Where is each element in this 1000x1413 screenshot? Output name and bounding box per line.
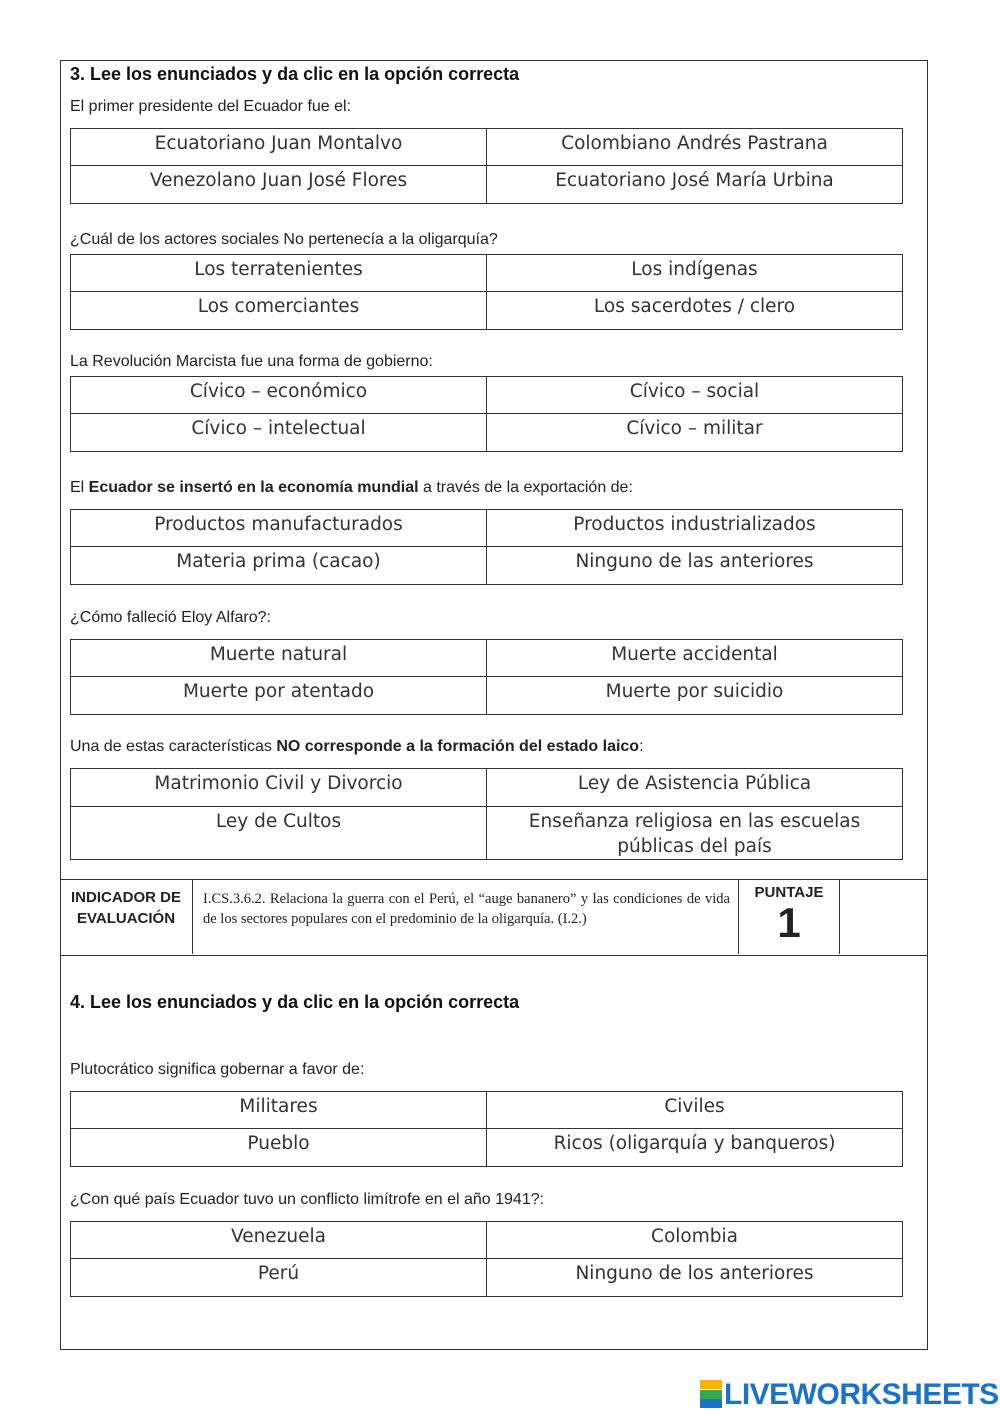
- question-prompt: El primer presidente del Ecuador fue el:: [70, 98, 352, 115]
- question-prompt: ¿Cómo falleció Eloy Alfaro?:: [70, 609, 271, 626]
- options-table: [70, 376, 903, 452]
- option[interactable]: Cívico – intelectual: [71, 414, 487, 452]
- option[interactable]: Cívico – económico: [71, 377, 487, 414]
- options-table: [70, 1221, 903, 1297]
- option[interactable]: Militares: [71, 1092, 487, 1129]
- indicator-label-line2: EVALUACIÓN: [76, 910, 176, 927]
- option[interactable]: Ninguno de los anteriores: [487, 1259, 903, 1297]
- logo-text: LIVEWORKSHEETS: [724, 1378, 999, 1411]
- liveworksheets-logo: [700, 1378, 999, 1412]
- option[interactable]: Ecuatoriano Juan Montalvo: [71, 129, 487, 166]
- option[interactable]: Colombia: [487, 1222, 903, 1259]
- indicator-text: I.CS.3.6.2. Relaciona la guerra con el Perú, el “auge bananero” y las condiciones de vida de los sectores populares con el predominio de la oligarquía. (I.2.): [203, 891, 730, 927]
- evaluation-indicator: [60, 879, 928, 956]
- option[interactable]: Muerte por atentado: [71, 677, 487, 715]
- option[interactable]: Colombiano Andrés Pastrana: [487, 129, 903, 166]
- question-prompt: Una de estas características NO corresponde a la formación del estado laico:: [70, 738, 644, 755]
- options-table: [70, 768, 903, 860]
- option[interactable]: Ricos (oligarquía y banqueros): [487, 1129, 903, 1167]
- option[interactable]: Ley de Cultos: [71, 807, 487, 860]
- option[interactable]: Ninguno de las anteriores: [487, 547, 903, 585]
- option[interactable]: Venezuela: [71, 1222, 487, 1259]
- option[interactable]: Perú: [71, 1259, 487, 1297]
- option[interactable]: Materia prima (cacao): [71, 547, 487, 585]
- options-table: [70, 1091, 903, 1167]
- option[interactable]: Los indígenas: [487, 255, 903, 292]
- option[interactable]: Civiles: [487, 1092, 903, 1129]
- score-value: 1: [777, 899, 801, 946]
- score-label: PUNTAJE: [754, 884, 824, 901]
- option[interactable]: Enseñanza religiosa en las escuelas públicas del país: [487, 807, 903, 860]
- option[interactable]: Productos manufacturados: [71, 510, 487, 547]
- option[interactable]: Venezolano Juan José Flores: [71, 166, 487, 204]
- option[interactable]: Los sacerdotes / clero: [487, 292, 903, 330]
- option[interactable]: Pueblo: [71, 1129, 487, 1167]
- indicator-label-line1: INDICADOR DE: [70, 889, 181, 906]
- option[interactable]: Los terratenientes: [71, 255, 487, 292]
- option[interactable]: Cívico – militar: [487, 414, 903, 452]
- option[interactable]: Matrimonio Civil y Divorcio: [71, 769, 487, 807]
- option[interactable]: Ecuatoriano José María Urbina: [487, 166, 903, 204]
- option[interactable]: Muerte por suicidio: [487, 677, 903, 715]
- section-4-title: 4. Lee los enunciados y da clic en la opción correcta: [70, 992, 520, 1012]
- section-3-title: 3. Lee los enunciados y da clic en la opción correcta: [70, 64, 520, 84]
- option[interactable]: Los comerciantes: [71, 292, 487, 330]
- option[interactable]: Muerte natural: [71, 640, 487, 677]
- options-table: [70, 128, 903, 204]
- options-table: [70, 509, 903, 585]
- option[interactable]: Cívico – social: [487, 377, 903, 414]
- logo-icon: [700, 1380, 722, 1408]
- option[interactable]: Muerte accidental: [487, 640, 903, 677]
- question-prompt: ¿Cuál de los actores sociales No pertenecía a la oligarquía?: [70, 231, 498, 248]
- question-prompt: Plutocrático significa gobernar a favor de:: [70, 1061, 365, 1078]
- option[interactable]: Ley de Asistencia Pública: [487, 769, 903, 807]
- options-table: [70, 254, 903, 330]
- question-prompt: ¿Con qué país Ecuador tuvo un conflicto limítrofe en el año 1941?:: [70, 1191, 545, 1208]
- indicator-label: [60, 880, 193, 954]
- question-prompt: El Ecuador se insertó en la economía mundial a través de la exportación de:: [70, 479, 633, 496]
- option[interactable]: Productos industrializados: [487, 510, 903, 547]
- question-prompt: La Revolución Marcista fue una forma de gobierno:: [70, 353, 433, 370]
- options-table: [70, 639, 903, 715]
- score-box: [738, 880, 840, 954]
